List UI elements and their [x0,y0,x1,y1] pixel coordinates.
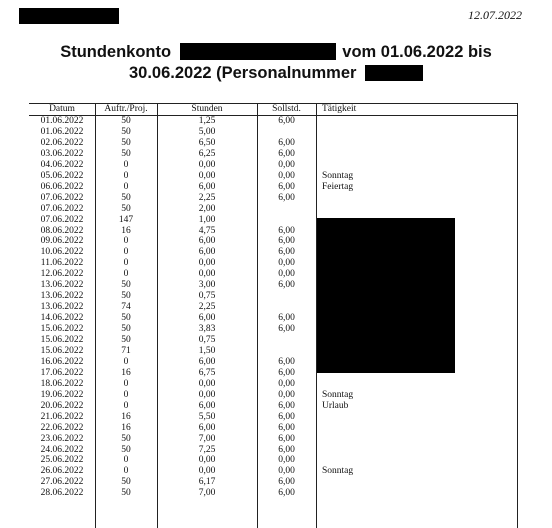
cell-taetigkeit: Urlaub [322,400,349,411]
cell-stunden: 2,00 [198,203,216,214]
cell-projekt: 50 [121,433,131,444]
cell-sollstd: 6,00 [278,148,295,159]
cell-sollstd: 6,00 [278,488,295,499]
cell-stunden: 5,00 [198,126,216,137]
cell-projekt: 0 [123,269,129,280]
cell-sollstd: 6,00 [278,236,295,247]
cell-stunden: 6,00 [198,181,216,192]
cell-projekt: 0 [123,170,129,181]
cell-sollstd: 6,00 [278,192,295,203]
cell-datum: 04.06.2022 [40,159,84,170]
page-title-line2 [0,63,552,84]
cell-sollstd: 0,00 [278,269,295,280]
cell-datum: 10.06.2022 [40,247,84,258]
title-line2-text: 30.06.2022 (Personalnummer [128,64,357,82]
cell-taetigkeit: Feiertag [322,181,354,192]
cell-datum: 05.06.2022 [40,170,84,181]
cell-stunden: 6,75 [198,367,216,378]
cell-projekt: 50 [121,203,131,214]
cell-stunden: 4,75 [198,225,216,236]
cell-projekt: 0 [123,378,129,389]
cell-stunden: 6,00 [198,356,216,367]
cell-datum: 27.06.2022 [40,477,84,488]
cell-datum: 15.06.2022 [40,324,84,335]
print-date: 12.07.2022 [468,8,522,22]
cell-stunden: 5,50 [198,411,216,422]
cell-stunden: 1,00 [198,214,216,225]
cell-stunden: 7,00 [198,433,216,444]
cell-projekt: 50 [121,444,131,455]
col-header-taetigkeit: Tätigkeit [322,103,357,114]
cell-taetigkeit: Sonntag [322,170,354,181]
cell-stunden: 1,25 [198,116,216,126]
cell-stunden: 2,25 [198,302,216,313]
cell-sollstd: 0,00 [278,389,295,400]
cell-sollstd: 6,00 [278,137,295,148]
cell-stunden: 0,00 [198,466,216,477]
cell-taetigkeit: Sonntag [322,466,354,477]
redacted-name-top [19,8,119,24]
cell-sollstd: 6,00 [278,444,295,455]
redacted-name-title [180,43,336,60]
cell-sollstd: 0,00 [278,455,295,466]
cell-projekt: 147 [118,214,134,225]
cell-stunden: 6,00 [198,236,216,247]
cell-datum: 18.06.2022 [40,378,84,389]
cell-sollstd: 6,00 [278,116,295,126]
cell-sollstd: 0,00 [278,159,295,170]
cell-stunden: 6,00 [198,247,216,258]
cell-datum: 07.06.2022 [40,214,84,225]
cell-sollstd: 6,00 [278,477,295,488]
redacted-personalnummer [365,65,423,81]
cell-stunden: 0,00 [198,170,216,181]
cell-stunden: 0,00 [198,159,216,170]
cell-datum: 21.06.2022 [40,411,84,422]
cell-projekt: 16 [121,422,131,433]
cell-sollstd: 6,00 [278,247,295,258]
cell-stunden: 6,00 [198,400,216,411]
cell-datum: 15.06.2022 [40,345,84,356]
cell-sollstd: 0,00 [278,378,295,389]
title-part1: Stundenkonto [60,43,172,61]
cell-stunden: 0,00 [198,389,216,400]
cell-datum: 15.06.2022 [40,335,84,345]
cell-projekt: 0 [123,236,129,247]
cell-datum: 14.06.2022 [40,313,84,324]
cell-projekt: 0 [123,455,129,466]
page-title-line1 [0,42,552,63]
col-header-stunden: Stunden [191,103,223,114]
cell-datum: 07.06.2022 [40,192,84,203]
cell-stunden: 0,75 [198,335,216,345]
cell-projekt: 0 [123,400,129,411]
cell-datum: 03.06.2022 [40,148,84,159]
cell-projekt: 16 [121,367,131,378]
cell-stunden: 7,25 [198,444,216,455]
col-header-sollstd: Sollstd. [272,103,301,114]
cell-projekt: 50 [121,192,131,203]
cell-sollstd: 6,00 [278,313,295,324]
cell-datum: 06.06.2022 [40,181,84,192]
cell-projekt: 50 [121,477,131,488]
cell-sollstd: 6,00 [278,433,295,444]
cell-datum: 28.06.2022 [40,488,84,499]
cell-sollstd: 6,00 [278,411,295,422]
cell-sollstd: 6,00 [278,225,295,236]
cell-sollstd: 0,00 [278,170,295,181]
cell-projekt: 50 [121,148,131,159]
cell-projekt: 0 [123,356,129,367]
cell-datum: 07.06.2022 [40,203,84,214]
cell-datum: 20.06.2022 [40,400,84,411]
cell-projekt: 0 [123,159,129,170]
cell-projekt: 0 [123,258,129,269]
cell-stunden: 6,00 [198,313,216,324]
cell-sollstd: 6,00 [278,422,295,433]
cell-datum: 26.06.2022 [40,466,84,477]
cell-datum: 16.06.2022 [40,356,84,367]
cell-projekt: 0 [123,389,129,400]
cell-stunden: 6,00 [198,422,216,433]
cell-projekt: 0 [123,466,129,477]
cell-datum: 11.06.2022 [40,258,84,269]
cell-projekt: 50 [121,324,131,335]
cell-stunden: 6,50 [198,137,216,148]
cell-projekt: 50 [121,313,131,324]
cell-projekt: 50 [121,126,131,137]
cell-projekt: 50 [121,137,131,148]
cell-datum: 25.06.2022 [40,455,84,466]
cell-datum: 02.06.2022 [40,137,84,148]
cell-projekt: 50 [121,335,131,345]
cell-projekt: 0 [123,181,129,192]
cell-sollstd: 0,00 [278,258,295,269]
cell-sollstd: 6,00 [278,400,295,411]
table-right-border [517,103,518,528]
cell-datum: 13.06.2022 [40,302,84,313]
redacted-activity-block [317,218,455,373]
title-part2: vom 01.06.2022 bis [342,43,492,61]
cell-stunden: 0,00 [198,378,216,389]
cell-datum: 13.06.2022 [40,280,84,291]
cell-datum: 12.06.2022 [40,269,84,280]
cell-stunden: 3,00 [198,280,216,291]
cell-stunden: 1,50 [198,345,216,356]
cell-stunden: 0,00 [198,455,216,466]
cell-datum: 24.06.2022 [40,444,84,455]
col-header-projekt: Auftr./Proj. [104,103,148,114]
col-header-datum: Datum [49,103,75,114]
cell-sollstd: 6,00 [278,280,295,291]
cell-datum: 09.06.2022 [40,236,84,247]
cell-projekt: 50 [121,291,131,302]
cell-projekt: 50 [121,116,131,126]
cell-stunden: 0,00 [198,258,216,269]
cell-projekt: 50 [121,280,131,291]
cell-projekt: 16 [121,225,131,236]
cell-sollstd: 6,00 [278,181,295,192]
cell-stunden: 6,17 [198,477,216,488]
cell-datum: 19.06.2022 [40,389,84,400]
cell-datum: 08.06.2022 [40,225,84,236]
cell-sollstd: 0,00 [278,466,295,477]
cell-stunden: 0,75 [198,291,216,302]
cell-taetigkeit: Sonntag [322,389,354,400]
cell-projekt: 50 [121,488,131,499]
cell-projekt: 71 [121,345,131,356]
cell-stunden: 6,25 [198,148,216,159]
cell-stunden: 0,00 [198,269,216,280]
cell-sollstd: 6,00 [278,356,295,367]
cell-datum: 17.06.2022 [40,367,84,378]
cell-projekt: 16 [121,411,131,422]
cell-sollstd: 6,00 [278,324,295,335]
cell-sollstd: 6,00 [278,367,295,378]
cell-datum: 13.06.2022 [40,291,84,302]
cell-datum: 01.06.2022 [40,126,84,137]
cell-datum: 01.06.2022 [40,116,84,126]
cell-datum: 23.06.2022 [40,433,84,444]
cell-stunden: 7,00 [198,488,216,499]
cell-projekt: 0 [123,247,129,258]
cell-datum: 22.06.2022 [40,422,84,433]
cell-stunden: 2,25 [198,192,216,203]
cell-projekt: 74 [121,302,131,313]
cell-stunden: 3,83 [198,324,216,335]
